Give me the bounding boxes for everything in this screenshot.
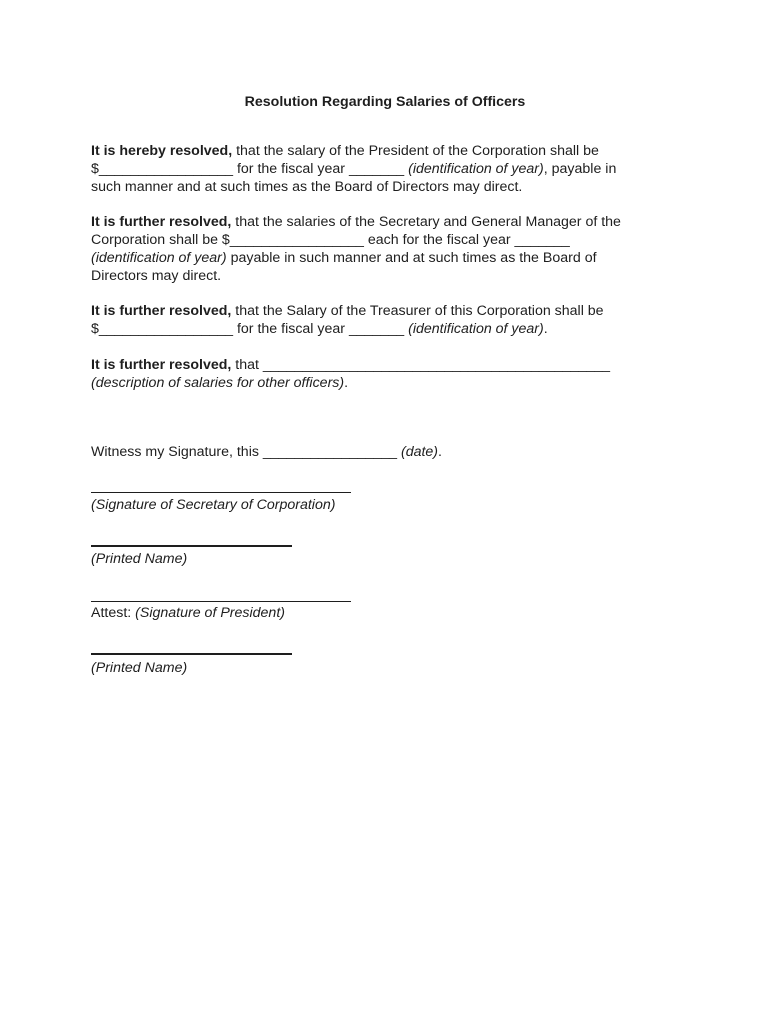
p4-line-2: (description of salaries for other officers). bbox=[91, 375, 349, 391]
president-signature-line bbox=[91, 601, 351, 602]
printed-name-line-2 bbox=[91, 653, 292, 655]
p2-line-1: It is further resolved, that the salaries of the Secretary and General Manager of the bbox=[91, 214, 621, 230]
p2-lead: It is further resolved, bbox=[91, 214, 232, 230]
president-signature-label: (Signature of President) bbox=[135, 605, 285, 621]
p1-line-2: $_________________ for the fiscal year _______ (identification of year), payable in bbox=[91, 161, 617, 177]
p3-lead: It is further resolved, bbox=[91, 303, 232, 319]
p4-lead: It is further resolved, bbox=[91, 357, 232, 373]
secretary-signature-label: (Signature of Secretary of Corporation) bbox=[91, 497, 336, 513]
p3-line-2: $_________________ for the fiscal year _______ (identification of year). bbox=[91, 321, 548, 337]
paragraph-secretary-salary bbox=[91, 213, 671, 285]
p2-line-3: (identification of year) payable in such manner and at such times as the Board of bbox=[91, 250, 597, 266]
document-title: Resolution Regarding Salaries of Officers bbox=[244, 94, 526, 110]
paragraph-treasurer-salary bbox=[91, 302, 671, 338]
p4-line-1: It is further resolved, that ____________________________________________ bbox=[91, 357, 611, 373]
witness-line: Witness my Signature, this _________________ (date). bbox=[91, 444, 442, 460]
attest-line bbox=[91, 604, 285, 622]
printed-name-label-1: (Printed Name) bbox=[91, 551, 188, 567]
paragraph-president-salary bbox=[91, 142, 671, 196]
printed-name-label-2: (Printed Name) bbox=[91, 660, 188, 676]
p1-lead: It is hereby resolved, bbox=[91, 143, 233, 159]
p1-line-1: It is hereby resolved, that the salary of the President of the Corporation shall be bbox=[91, 143, 599, 159]
p3-line-1: It is further resolved, that the Salary of the Treasurer of this Corporation shall be bbox=[91, 303, 604, 319]
p2-line-2: Corporation shall be $_________________ each for the fiscal year _______ bbox=[91, 232, 570, 248]
attest-label: Attest: bbox=[91, 605, 136, 621]
secretary-signature-line bbox=[91, 492, 351, 493]
printed-name-line-1 bbox=[91, 545, 292, 547]
p2-line-4: Directors may direct. bbox=[91, 268, 222, 284]
p1-line-3: such manner and at such times as the Board of Directors may direct. bbox=[91, 179, 523, 195]
paragraph-other-officers bbox=[91, 356, 671, 392]
